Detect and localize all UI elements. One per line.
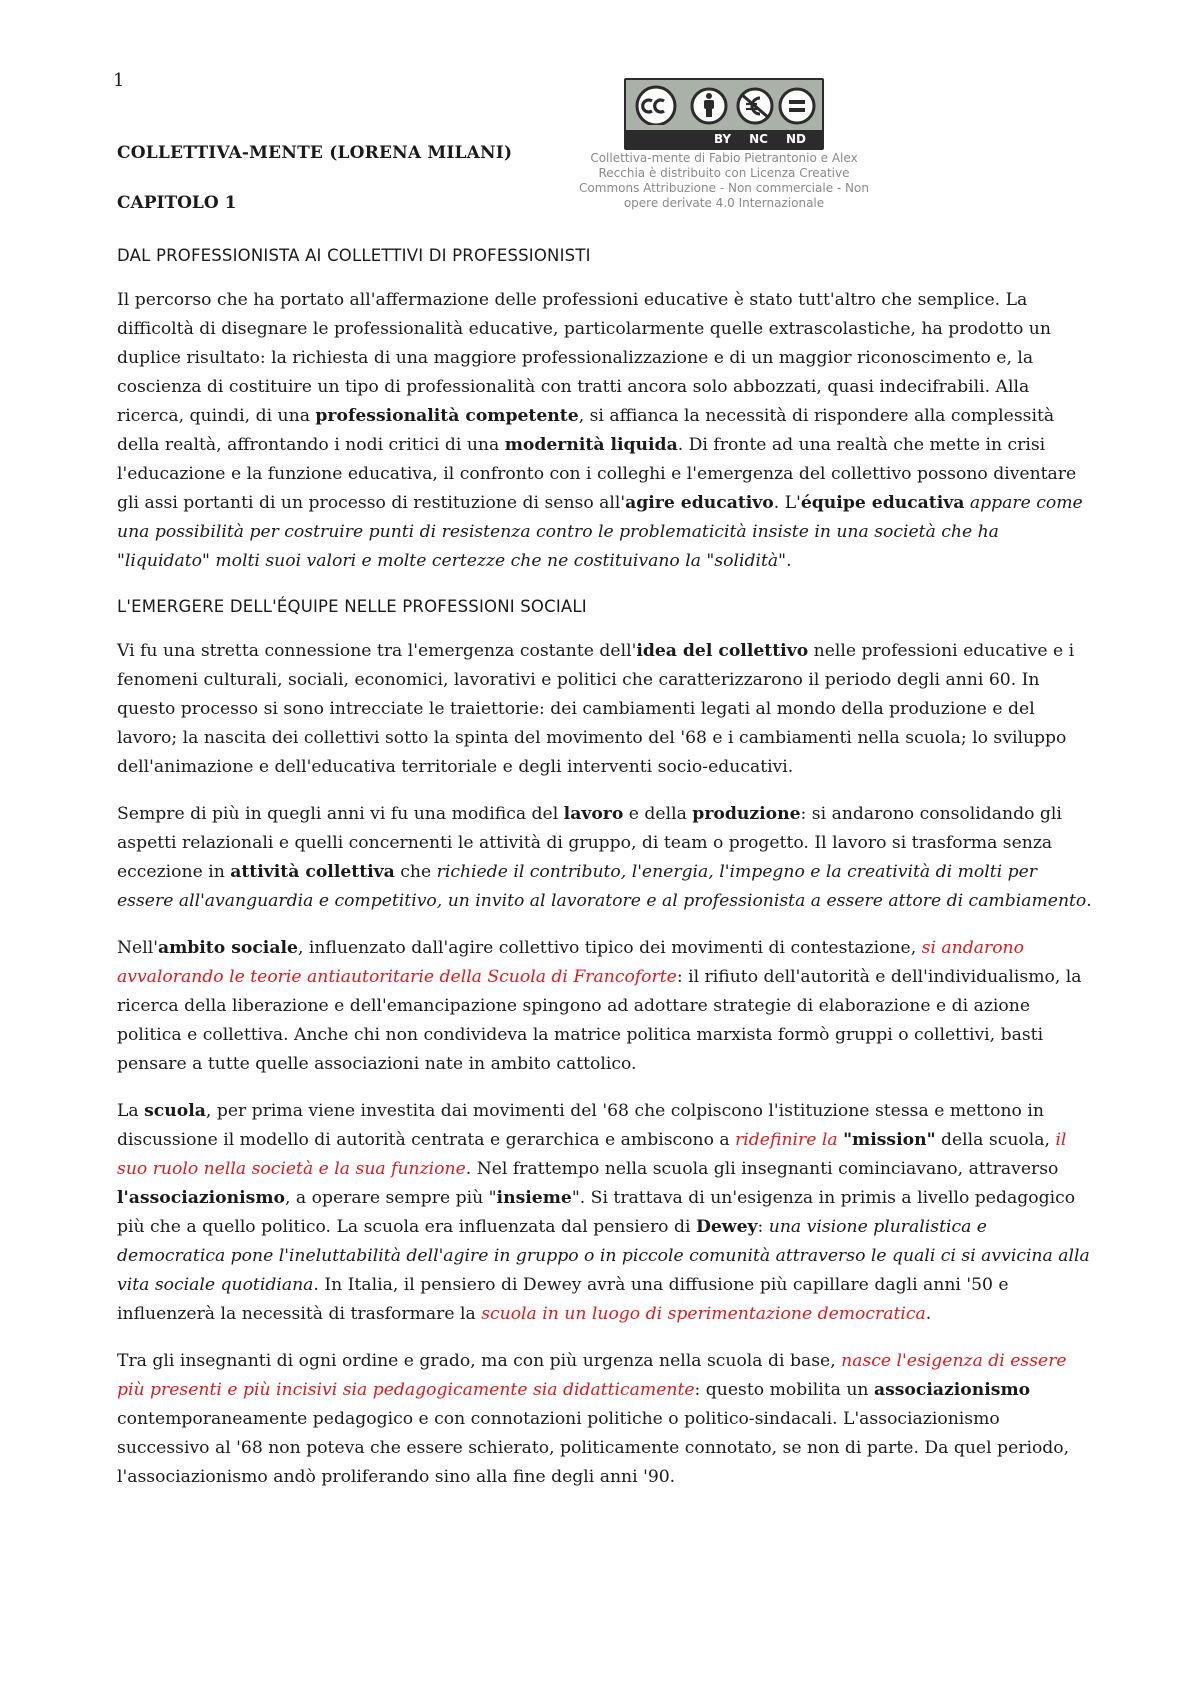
paragraph: La scuola, per prima viene investita dai movimenti del '68 che colpiscono l'istituzione stessa e mettono in discussione il modello di autorità centrata e gerarchica e ambiscono a ridefinire la "mission" della scuola, il suo ruolo nella società e la sua funzione. Nel frattempo nella scuola gli insegnanti cominciavano, attraverso l'associazionismo, a operare sempre più "insieme". Si trattava di un'esigenza in primis a livello pedagogico più che a quello politico. La scuola era influenzata dal pensiero di Dewey: una visione pluralistica e democratica pone l'ineluttabilità dell'agire in gruppo o in piccole comunità attraverso le quali ci si avvicina alla vita sociale quotidiana. In Italia, il pensiero di Dewey avrà una diffusione più capillare dagli anni '50 e influenzerà la necessità di trasformare la scuola in un luogo di sperimentazione democratica. [117,1101,1090,1324]
cc-nc-label: NC [749,132,768,146]
paragraph: Sempre di più in quegli anni vi fu una modifica del lavoro e della produzione: si andarono consolidando gli aspetti relazionali e quelli concernenti le attività di gruppo, di team o progetto. Il lavoro si trasforma senza eccezione in attività collettiva che richiede il contributo, l'energia, l'impegno e la creatività di molti per essere all'avanguardia e competitivo, un invito al lavoratore e al professionista a essere attore di cambiamento. [117,804,1092,911]
license-caption-line: Collettiva-mente di Fabio Pietrantonio e Alex [590,151,858,165]
license-caption-line: opere derivate 4.0 Internazionale [623,196,825,210]
nd-equals-icon [780,89,814,123]
cc-icon [637,87,675,125]
document-title: COLLETTIVA-MENTE (LORENA MILANI) [117,143,513,163]
paragraph: Nell'ambito sociale, influenzato dall'agire collettivo tipico dei movimenti di contestazione, si andarono avvalorando le teorie antiautoritarie della Scuola di Francoforte: il rifiuto dell'autorità e dell'individualismo, la ricerca della liberazione e dell'emancipazione spingono ad adottare strategie di elaborazione e di azione politica e collettiva. Anche chi non condivideva la matrice politica marxista formò gruppi o collettivi, basti pensare a tutte quelle associazioni nate in ambito cattolico. [117,938,1082,1074]
cc-nd-label: ND [785,132,806,146]
document-body [117,243,1092,1510]
paragraph: Vi fu una stretta connessione tra l'emergenza costante dell'idea del collettivo nelle professioni educative e i fenomeni culturali, sociali, economici, lavorativi e politici che caratterizzarono il periodo degli anni 60. In questo processo si sono intrecciate le traiettorie: dei cambiamenti legati al mondo della produzione e del lavoro; la nascita dei collettivi sotto la spinta del movimento del '68 e i cambiamenti nella scuola; lo sviluppo dell'animazione e dell'educativa territoriale e degli interventi socio-educativi. [117,641,1075,777]
nc-no-euro-icon [738,89,772,123]
license-caption-line: Recchia è distribuito con Licenza Creative [598,166,850,180]
paragraph: Tra gli insegnanti di ogni ordine e grado, ma con più urgenza nella scuola di base, nasce l'esigenza di essere più presenti e più incisivi sia pedagogicamente sia didatticamente: questo mobilita un associazionismo contemporaneamente pedagogico e con connotazioni politiche o politico-sindacali. L'associazionismo successivo al '68 non poteva che essere schierato, politicamente connotato, se non di parte. Da quel periodo, l'associazionismo andò proliferando sino alla fine degli anni '90. [117,1351,1070,1487]
cc-by-label: BY [713,132,732,146]
paragraph: Il percorso che ha portato all'affermazione delle professioni educative è stato tutt'altro che semplice. La difficoltà di disegnare le professionalità educative, particolarmente quelle extrascolastiche, ha prodotto un duplice risultato: la richiesta di una maggiore professionalizzazione e di un maggior riconoscimento e, la coscienza di costituire un tipo di professionalità con tratti ancora solo abbozzati, quasi indecifrabili. Alla ricerca, quindi, di una professionalità competente, si affianca la necessità di rispondere alla complessità della realtà, affrontando i nodi critici di una modernità liquida. Di fronte ad una realtà che mette in crisi l'educazione e la funzione educativa, il confronto con i colleghi e l'emergenza del collettivo possono diventare gli assi portanti di un processo di restituzione di senso all'agire educativo. L'équipe educativa appare come una possibilità per costruire punti di resistenza contro le problematicità insiste in una società che ha "liquidato" molti suoi valori e molte certezze che ne costituivano la "solidità". [117,290,1083,571]
by-person-icon [692,89,726,123]
section-heading: DAL PROFESSIONISTA AI COLLETTIVI DI PROFESSIONISTI [117,246,591,265]
chapter-title: CAPITOLO 1 [117,193,237,213]
section-heading: L'EMERGERE DELL'ÉQUIPE NELLE PROFESSIONI SOCIALI [117,597,587,616]
page-number: 1 [113,70,125,91]
cc-license-strip [626,130,822,148]
cc-license-badge[interactable] [624,78,824,150]
license-caption-line: Commons Attribuzione - Non commerciale - Non [579,181,869,195]
license-caption [564,151,884,211]
cc-icons [632,85,818,125]
